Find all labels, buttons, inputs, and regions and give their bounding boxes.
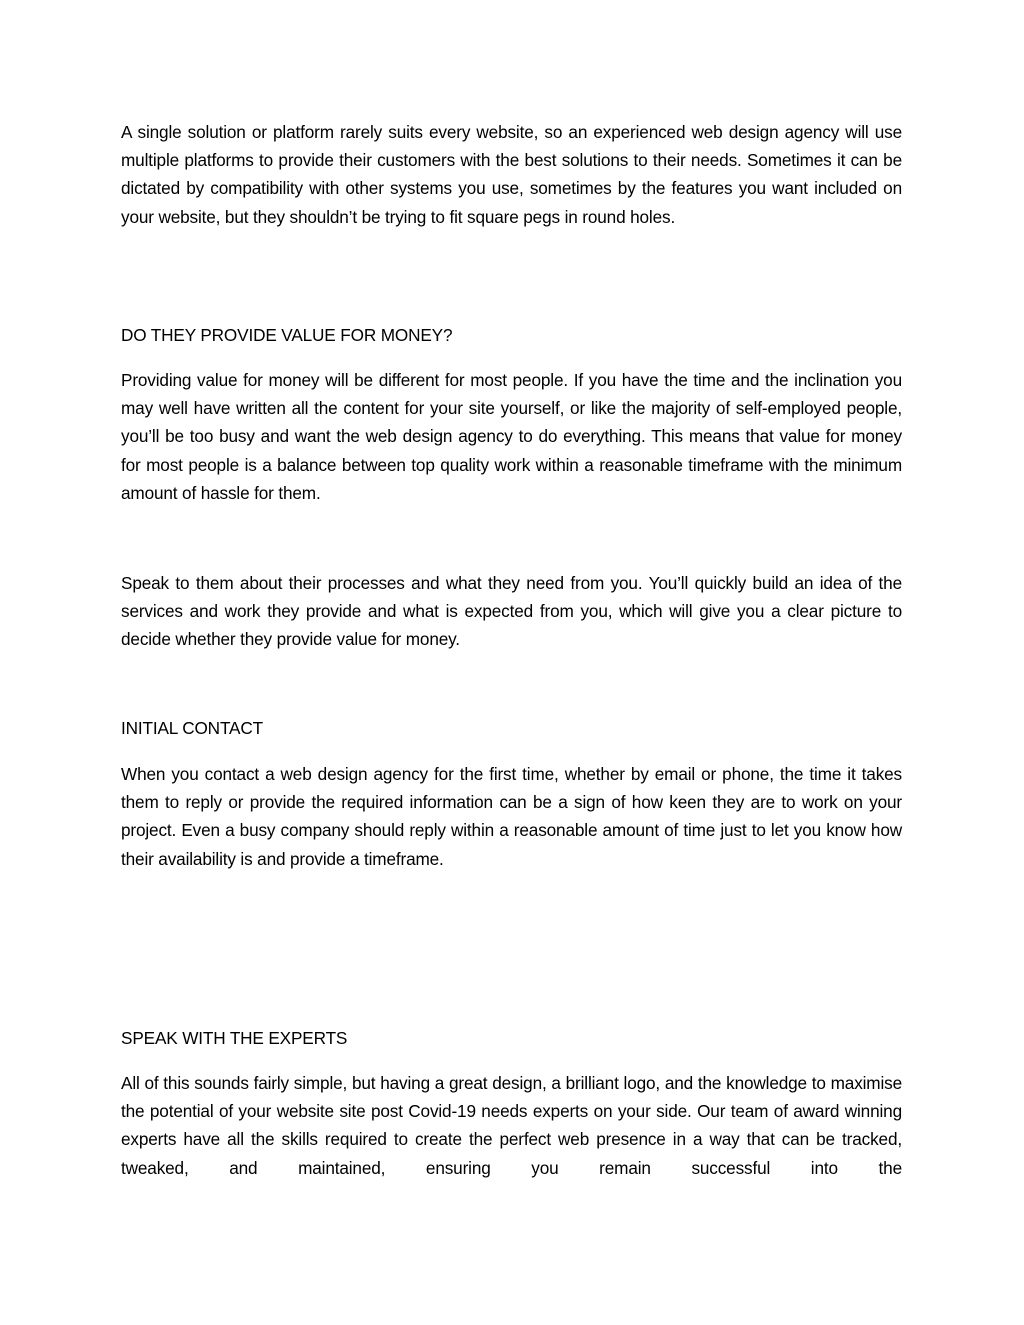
initial-contact-heading: INITIAL CONTACT [121, 718, 263, 738]
value-for-money-heading: DO THEY PROVIDE VALUE FOR MONEY? [121, 325, 453, 345]
value-for-money-paragraph: Providing value for money will be different for most people. If you have the time and the inclination you may well have written all the content for your site yourself, or like the majority of self-employed people, you’ll be too busy and want the web design agency to do everything. This means that value for money for most people is a balance between top quality work within a reasonable timeframe with the minimum amount of hassle for them. [121, 370, 902, 503]
initial-contact-paragraph: When you contact a web design agency for the first time, whether by email or phone, the time it takes them to reply or provide the required information can be a sign of how keen they are to work on your project. Even a busy company should reply within a reasonable amount of time just to let you know how their availability is and provide a timeframe. [121, 764, 902, 869]
processes-paragraph: Speak to them about their processes and what they need from you. You’ll quickly build an idea of the services and work they provide and what is expected from you, which will give you a clear picture to decide whether they provide value for money. [121, 573, 902, 650]
experts-paragraph: All of this sounds fairly simple, but having a great design, a brilliant logo, and the knowledge to maximise the potential of your website site post Covid-19 needs experts on your side. Our team of award winning experts have all the skills required to create the perfect web presence in a way that can be tracked, tweaked, and maintained, ensuring you remain successful into the [121, 1073, 902, 1178]
experts-heading: SPEAK WITH THE EXPERTS [121, 1028, 348, 1048]
intro-paragraph: A single solution or platform rarely suits every website, so an experienced web design agency will use multiple platforms to provide their customers with the best solutions to their needs. Sometimes it can be dictated by compatibility with other systems you use, sometimes by the features you want included on your website, but they shouldn’t be trying to fit square pegs in round holes. [121, 122, 902, 227]
